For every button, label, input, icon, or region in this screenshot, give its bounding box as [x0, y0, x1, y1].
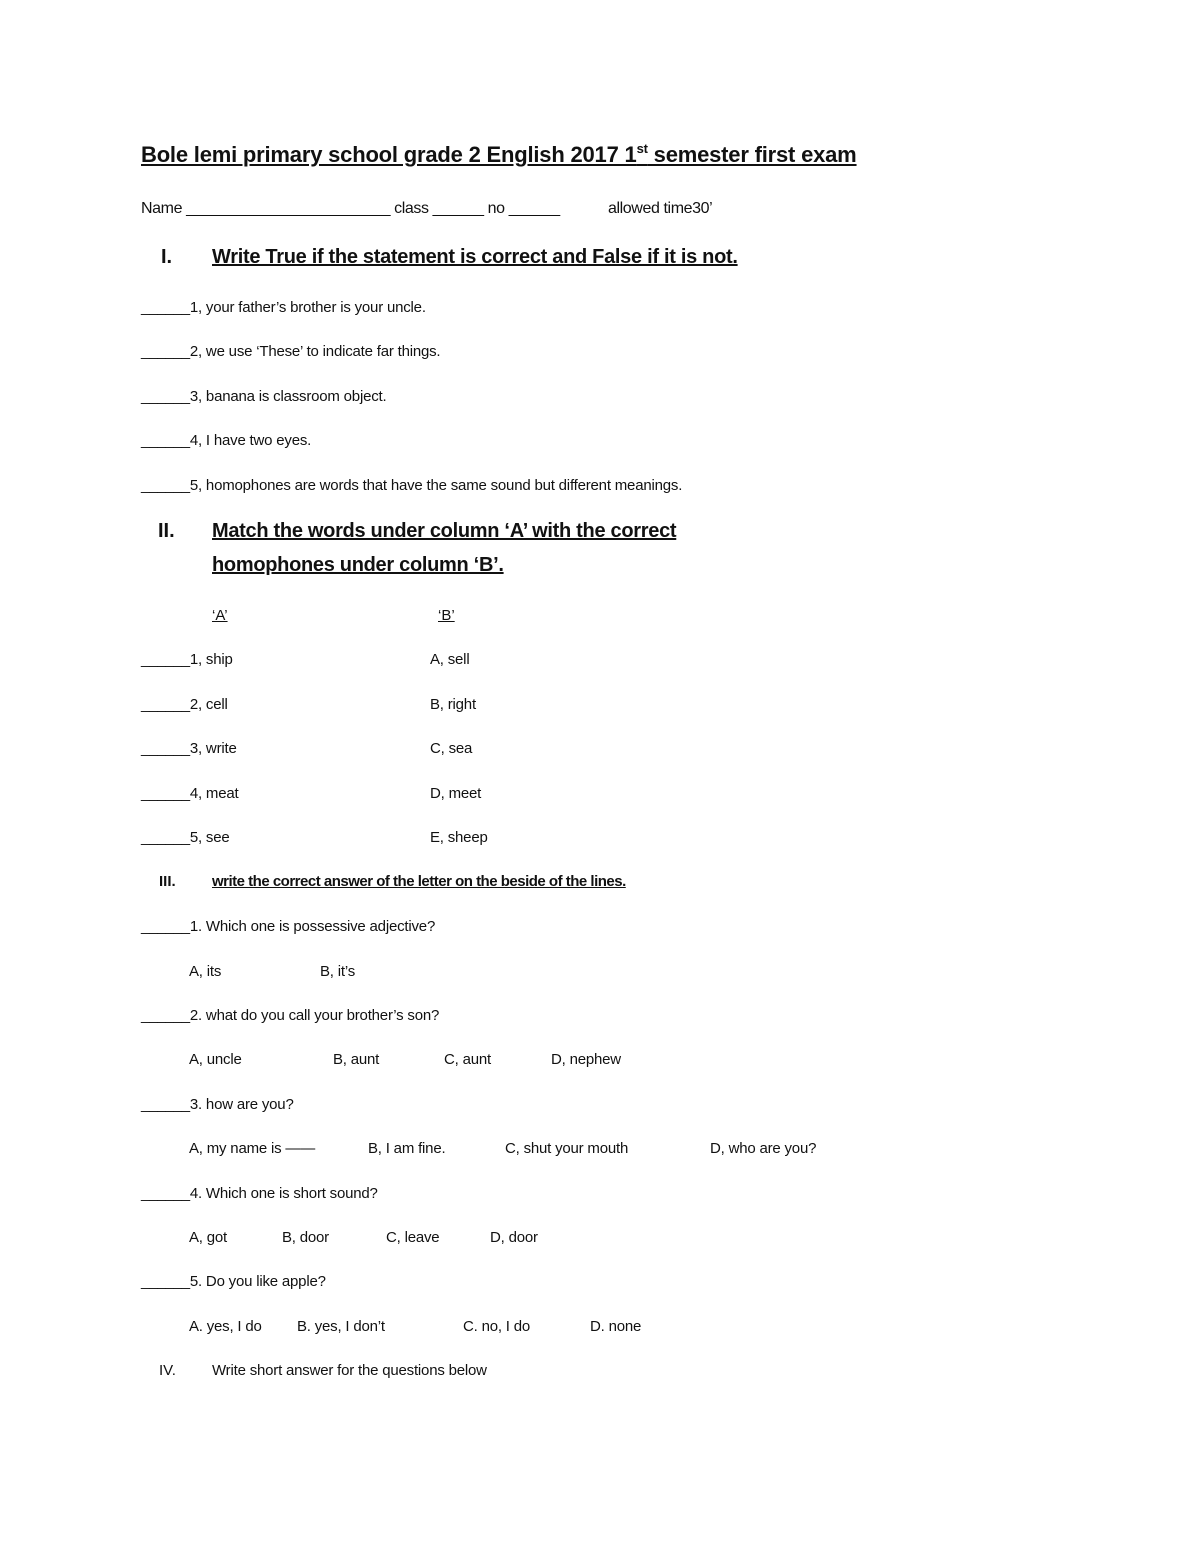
match-left-2: ______2, cell	[141, 696, 228, 713]
exam-title-rest: semester first exam	[647, 142, 857, 167]
match-right-1: A, sell	[430, 651, 470, 668]
tf-question-4: ______4, I have two eyes.	[141, 432, 312, 449]
mc-question-3: ______3. how are you?	[141, 1096, 294, 1113]
mc-4-option-a: A, got	[189, 1229, 227, 1246]
mc-2-option-d: D, nephew	[551, 1051, 621, 1068]
section-4-heading: Write short answer for the questions below	[212, 1362, 487, 1379]
mc-4-option-c: C, leave	[386, 1229, 440, 1246]
tf-question-1: ______1, your father’s brother is your uncle.	[141, 299, 426, 316]
column-b-header: ‘B’	[438, 607, 455, 624]
section-1-number: I.	[161, 246, 173, 268]
match-right-3: C, sea	[430, 740, 473, 757]
column-a-header: ‘A’	[212, 607, 228, 624]
student-info-line: Name ________________________ class ______ no ______	[141, 200, 560, 217]
mc-3-option-d: D, who are you?	[710, 1140, 817, 1157]
mc-5-option-b: B. yes, I don’t	[297, 1318, 385, 1335]
mc-question-2: ______2. what do you call your brother’s son?	[141, 1007, 440, 1024]
mc-2-option-c: C, aunt	[444, 1051, 491, 1068]
match-right-5: E, sheep	[430, 829, 488, 846]
tf-question-5: ______5, homophones are words that have the same sound but different meanings.	[141, 477, 683, 494]
section-2-heading-line-2: homophones under column ‘B’.	[212, 554, 504, 576]
match-left-4: ______4, meat	[141, 785, 239, 802]
match-left-5: ______5, see	[141, 829, 230, 846]
match-left-3: ______3, write	[141, 740, 237, 757]
mc-5-option-c: C. no, I do	[463, 1318, 531, 1335]
exam-title-main: Bole lemi primary school grade 2 English 2017 1	[141, 142, 637, 167]
section-1-heading: Write True if the statement is correct and False if it is not.	[212, 246, 738, 268]
mc-1-option-a: A, its	[189, 963, 222, 980]
mc-question-5: ______5. Do you like apple?	[141, 1273, 326, 1290]
mc-3-option-a: A, my name is ——	[189, 1140, 315, 1157]
mc-question-1: ______1. Which one is possessive adjective?	[141, 918, 436, 935]
mc-question-4: ______4. Which one is short sound?	[141, 1185, 378, 1202]
mc-2-option-b: B, aunt	[333, 1051, 380, 1068]
mc-4-option-d: D, door	[490, 1229, 538, 1246]
mc-2-option-a: A, uncle	[189, 1051, 242, 1068]
match-left-1: ______1, ship	[141, 651, 233, 668]
section-3-number: III.	[159, 873, 176, 890]
mc-5-option-d: D. none	[590, 1318, 642, 1335]
exam-title	[141, 142, 857, 168]
section-2-number: II.	[158, 520, 175, 542]
mc-1-option-b: B, it’s	[320, 963, 356, 980]
mc-3-option-b: B, I am fine.	[368, 1140, 446, 1157]
allowed-time: allowed time30’	[608, 200, 713, 217]
mc-4-option-b: B, door	[282, 1229, 329, 1246]
match-right-4: D, meet	[430, 785, 482, 802]
mc-5-option-a: A. yes, I do	[189, 1318, 262, 1335]
tf-question-3: ______3, banana is classroom object.	[141, 388, 387, 405]
mc-3-option-c: C, shut your mouth	[505, 1140, 629, 1157]
section-3-heading: write the correct answer of the letter on the beside of the lines.	[212, 873, 626, 890]
exam-title-sup: st	[636, 141, 648, 156]
tf-question-2: ______2, we use ‘These’ to indicate far things.	[141, 343, 441, 360]
section-2-heading-line-1: Match the words under column ‘A’ with the correct	[212, 520, 677, 542]
section-4-number: IV.	[159, 1362, 176, 1379]
match-right-2: B, right	[430, 696, 476, 713]
